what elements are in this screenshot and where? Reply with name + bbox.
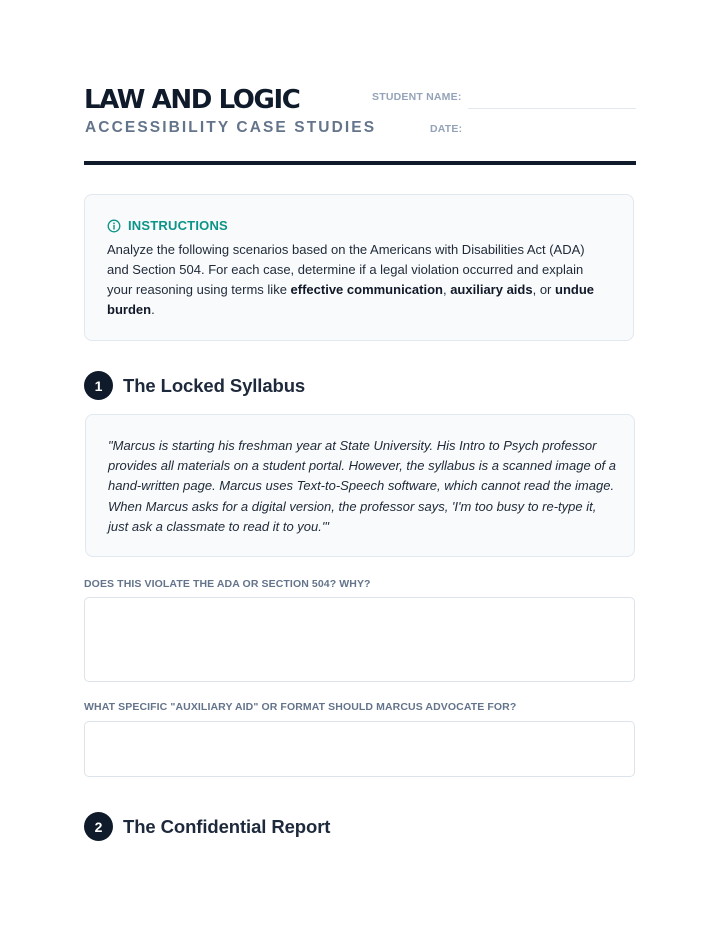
info-icon <box>107 219 121 233</box>
page-subtitle: ACCESSIBILITY CASE STUDIES <box>85 119 377 136</box>
instructions-separator: , or <box>532 282 555 297</box>
instructions-body: Analyze the following scenarios based on the Americans with Disabilities Act (ADA) and Section 504. For each case, determine if a legal violation occurred and explain your reasoning using terms like <box>107 242 585 297</box>
instructions-end: . <box>151 302 155 317</box>
term-undue-burden: undue burden <box>107 282 594 317</box>
header-divider <box>84 161 636 165</box>
answer-box[interactable] <box>84 721 635 777</box>
scenario-text: "Marcus is starting his freshman year at State University. His Intro to Psych professor provides all materials on a student portal. However, the syllabus is a scanned image of a hand-written page. Marcus uses Text-to-Speech software, which cannot read the image. When Marcus asks for a digital version, the professor says, 'I'm too busy to re-type it, just ask a classmate to read it to you.'" <box>108 438 616 534</box>
case-1-scenario <box>85 414 635 557</box>
term-effective-communication: effective communication <box>290 282 443 297</box>
answer-box[interactable] <box>84 597 635 682</box>
question-label: WHAT SPECIFIC "AUXILIARY AID" OR FORMAT SHOULD MARCUS ADVOCATE FOR? <box>84 701 517 713</box>
case-number-badge: 1 <box>84 371 113 400</box>
case-1-header <box>84 371 305 400</box>
case-2-header <box>84 812 330 841</box>
case-number-badge: 2 <box>84 812 113 841</box>
instructions-separator: , <box>442 282 451 297</box>
student-name-field[interactable] <box>468 108 636 109</box>
instructions-header <box>107 218 228 233</box>
case-title: The Locked Syllabus <box>123 374 306 396</box>
instructions-title: INSTRUCTIONS <box>128 218 228 233</box>
case-title: The Confidential Report <box>123 815 331 837</box>
question-label: DOES THIS VIOLATE THE ADA OR SECTION 504? WHY? <box>84 578 371 590</box>
instructions-panel <box>84 194 634 341</box>
term-auxiliary-aids: auxiliary aids <box>450 282 533 297</box>
date-label: DATE: <box>430 123 463 135</box>
instructions-text <box>107 240 607 320</box>
page-title: LAW AND LOGIC <box>84 85 300 115</box>
student-name-label: STUDENT NAME: <box>372 91 462 103</box>
